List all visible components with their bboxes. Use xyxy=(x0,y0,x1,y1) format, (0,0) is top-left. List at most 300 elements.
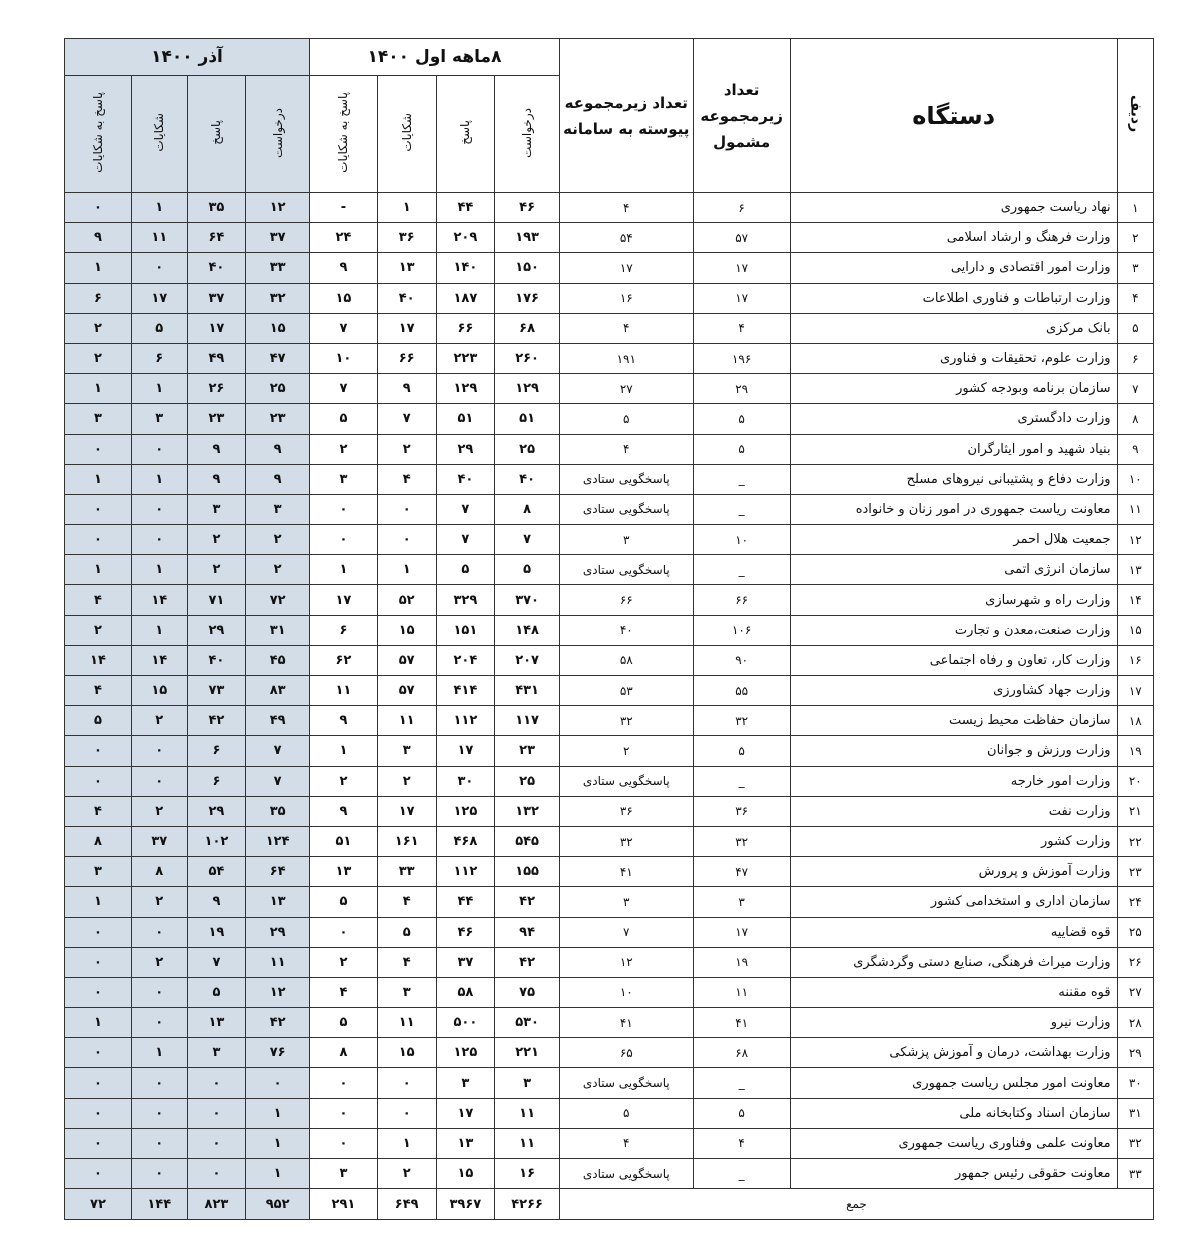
table-row xyxy=(65,1159,1154,1189)
eight-months-request: ۲۲۱ xyxy=(495,1038,560,1068)
eight-months-request: ۱۳۲ xyxy=(495,796,560,826)
eight-months-response: ۱۵۱ xyxy=(436,615,495,645)
connected-count: ۵ xyxy=(559,404,693,434)
azar-request: ۱۵ xyxy=(246,313,310,343)
eight-months-complaint-responses: ۵۱ xyxy=(310,826,378,856)
device-name: معاونت علمی وفناوری ریاست جمهوری xyxy=(790,1128,1117,1158)
azar-complaints: ۰ xyxy=(131,1128,187,1158)
azar-request: ۱۲ xyxy=(246,977,310,1007)
sub-count: ۲۹ xyxy=(693,374,790,404)
row-number: ۱ xyxy=(1117,193,1153,223)
azar-complaint-responses: ۰ xyxy=(65,1128,132,1158)
device-name: وزارت امور اقتصادی و دارایی xyxy=(790,253,1117,283)
azar-complaint-responses: ۳ xyxy=(65,404,132,434)
eight-months-request: ۱۲۹ xyxy=(495,374,560,404)
azar-complaint-responses: ۱ xyxy=(65,1008,132,1038)
azar-request: ۷۲ xyxy=(246,585,310,615)
eight-months-complaints: ۰ xyxy=(377,1068,436,1098)
eight-months-request: ۱۵۵ xyxy=(495,857,560,887)
eight-months-response: ۱۸۷ xyxy=(436,283,495,313)
row-number: ۱۸ xyxy=(1117,706,1153,736)
azar-complaints: ۱ xyxy=(131,555,187,585)
total-eight-months-complaints: ۶۴۹ xyxy=(377,1189,436,1220)
azar-request: ۳ xyxy=(246,494,310,524)
eight-months-complaint-responses: ۲ xyxy=(310,947,378,977)
eight-months-complaints: ۹ xyxy=(377,374,436,404)
azar-complaints: ۰ xyxy=(131,434,187,464)
azar-complaint-responses: ۰ xyxy=(65,193,132,223)
connected-count: ۳۶ xyxy=(559,796,693,826)
azar-request: ۳۳ xyxy=(246,253,310,283)
connected-count: ۵۳ xyxy=(559,676,693,706)
azar-response: ۷۱ xyxy=(187,585,246,615)
azar-complaints: ۰ xyxy=(131,525,187,555)
eight-months-response: ۳۲۹ xyxy=(436,585,495,615)
table-row xyxy=(65,887,1154,917)
sub-count: ۴۱ xyxy=(693,1008,790,1038)
eight-months-request: ۳۷۰ xyxy=(495,585,560,615)
sub-count: ۴ xyxy=(693,1128,790,1158)
eight-months-complaint-responses: ۴ xyxy=(310,977,378,1007)
eight-months-complaint-responses: ۰ xyxy=(310,1068,378,1098)
azar-request: ۷ xyxy=(246,766,310,796)
azar-complaints: ۱۴ xyxy=(131,645,187,675)
azar-complaints: ۰ xyxy=(131,977,187,1007)
azar-request: ۳۵ xyxy=(246,796,310,826)
azar-response: ۵۴ xyxy=(187,857,246,887)
eight-months-response: ۷ xyxy=(436,525,495,555)
header-connected: تعداد زیرمجموعه پیوسته به سامانه xyxy=(559,39,693,193)
sub-count: ۶۶ xyxy=(693,585,790,615)
azar-response: ۲۹ xyxy=(187,615,246,645)
connected-count: ۴ xyxy=(559,193,693,223)
azar-complaint-responses: ۱ xyxy=(65,555,132,585)
azar-response: ۴۰ xyxy=(187,253,246,283)
row-number: ۱۴ xyxy=(1117,585,1153,615)
sub-count: ۶ xyxy=(693,193,790,223)
eight-months-response: ۱۱۲ xyxy=(436,857,495,887)
eight-months-complaints: ۵۷ xyxy=(377,645,436,675)
sub-count: ۱۰۶ xyxy=(693,615,790,645)
azar-response: ۲ xyxy=(187,525,246,555)
azar-request: ۲۳ xyxy=(246,404,310,434)
eight-months-request: ۱۶ xyxy=(495,1159,560,1189)
header-label: شکایات xyxy=(152,113,167,152)
eight-months-response: ۴۶ xyxy=(436,917,495,947)
row-number: ۴ xyxy=(1117,283,1153,313)
table-row xyxy=(65,826,1154,856)
eight-months-complaints: ۱۶۱ xyxy=(377,826,436,856)
azar-complaints: ۱۵ xyxy=(131,676,187,706)
azar-request: ۳۱ xyxy=(246,615,310,645)
azar-complaint-responses: ۱ xyxy=(65,253,132,283)
azar-request: ۴۷ xyxy=(246,343,310,373)
header-period-8-months: ۸ماهه اول ۱۴۰۰ xyxy=(310,39,560,76)
eight-months-response: ۱۱۲ xyxy=(436,706,495,736)
device-name: سازمان انرژی اتمی xyxy=(790,555,1117,585)
azar-complaint-responses: ۰ xyxy=(65,766,132,796)
eight-months-response: ۱۲۵ xyxy=(436,796,495,826)
sub-count: ۶۸ xyxy=(693,1038,790,1068)
azar-response: ۵ xyxy=(187,977,246,1007)
eight-months-request: ۱۱ xyxy=(495,1098,560,1128)
total-azar-complaint-responses: ۷۲ xyxy=(65,1189,132,1220)
table-row xyxy=(65,404,1154,434)
azar-response: ۲۶ xyxy=(187,374,246,404)
header-period-azar: آذر ۱۴۰۰ xyxy=(65,39,310,76)
azar-complaint-responses: ۰ xyxy=(65,1098,132,1128)
header-label: پاسخ xyxy=(458,120,473,145)
row-number: ۲۴ xyxy=(1117,887,1153,917)
eight-months-response: ۱۲۹ xyxy=(436,374,495,404)
eight-months-complaint-responses: ۰ xyxy=(310,525,378,555)
eight-months-request: ۵ xyxy=(495,555,560,585)
device-name: وزارت کشور xyxy=(790,826,1117,856)
eight-months-complaint-responses: ۹ xyxy=(310,706,378,736)
azar-request: ۱۱ xyxy=(246,947,310,977)
azar-response: ۶ xyxy=(187,766,246,796)
connected-count: ۳ xyxy=(559,887,693,917)
device-name: وزارت نفت xyxy=(790,796,1117,826)
azar-complaints: ۲ xyxy=(131,706,187,736)
eight-months-complaint-responses: ۹ xyxy=(310,796,378,826)
connected-count: ۷ xyxy=(559,917,693,947)
row-number: ۱۰ xyxy=(1117,464,1153,494)
eight-months-request: ۴۲ xyxy=(495,947,560,977)
sub-count: ۵ xyxy=(693,434,790,464)
device-name: وزارت صنعت،معدن و تجارت xyxy=(790,615,1117,645)
row-number: ۲۸ xyxy=(1117,1008,1153,1038)
eight-months-complaint-responses: ۰ xyxy=(310,1128,378,1158)
header-eight-months-complaints xyxy=(377,76,436,193)
table-row xyxy=(65,1008,1154,1038)
azar-complaints: ۱۷ xyxy=(131,283,187,313)
table-row xyxy=(65,343,1154,373)
azar-request: ۹ xyxy=(246,464,310,494)
azar-complaint-responses: ۳ xyxy=(65,857,132,887)
header-label: درخواست xyxy=(270,107,285,158)
azar-complaints: ۰ xyxy=(131,766,187,796)
table-row xyxy=(65,193,1154,223)
row-number: ۲۶ xyxy=(1117,947,1153,977)
row-number: ۲۵ xyxy=(1117,917,1153,947)
eight-months-complaint-responses: ۱۵ xyxy=(310,283,378,313)
eight-months-complaint-responses: ۳ xyxy=(310,464,378,494)
row-number: ۱۲ xyxy=(1117,525,1153,555)
azar-complaints: ۶ xyxy=(131,343,187,373)
azar-response: ۷۳ xyxy=(187,676,246,706)
header-label: پاسخ به شکایات xyxy=(336,92,351,173)
eight-months-complaint-responses: ۲ xyxy=(310,434,378,464)
azar-complaints: ۰ xyxy=(131,1159,187,1189)
azar-response: ۳ xyxy=(187,1038,246,1068)
header-radif: ردیف xyxy=(1117,39,1153,193)
sub-count: ۳ xyxy=(693,887,790,917)
connected-count: ۱۷ xyxy=(559,253,693,283)
table-row xyxy=(65,947,1154,977)
sub-count: ۱۰ xyxy=(693,525,790,555)
eight-months-response: ۴۰ xyxy=(436,464,495,494)
eight-months-complaints: ۴ xyxy=(377,947,436,977)
eight-months-request: ۲۶۰ xyxy=(495,343,560,373)
azar-response: ۹ xyxy=(187,464,246,494)
device-name: وزارت ورزش و جوانان xyxy=(790,736,1117,766)
azar-response: ۲۳ xyxy=(187,404,246,434)
azar-complaint-responses: ۱ xyxy=(65,374,132,404)
table-row xyxy=(65,585,1154,615)
total-azar-response: ۸۲۳ xyxy=(187,1189,246,1220)
azar-response: ۶۴ xyxy=(187,223,246,253)
table-row xyxy=(65,464,1154,494)
row-number: ۲۲ xyxy=(1117,826,1153,856)
eight-months-request: ۱۱۷ xyxy=(495,706,560,736)
connected-count: ۵۴ xyxy=(559,223,693,253)
eight-months-complaints: ۵۷ xyxy=(377,676,436,706)
sub-count: _ xyxy=(693,1159,790,1189)
sub-count: _ xyxy=(693,464,790,494)
total-row xyxy=(65,1189,1154,1220)
azar-complaints: ۲ xyxy=(131,887,187,917)
table-row xyxy=(65,1038,1154,1068)
eight-months-request: ۶۸ xyxy=(495,313,560,343)
eight-months-response: ۷ xyxy=(436,494,495,524)
azar-request: ۴۹ xyxy=(246,706,310,736)
eight-months-request: ۴۲ xyxy=(495,887,560,917)
sub-count: _ xyxy=(693,555,790,585)
azar-complaints: ۱۱ xyxy=(131,223,187,253)
connected-count: پاسخگویی ستادی xyxy=(559,555,693,585)
azar-complaint-responses: ۲ xyxy=(65,313,132,343)
azar-complaint-responses: ۶ xyxy=(65,283,132,313)
table-row xyxy=(65,676,1154,706)
header-azar-complaint-responses xyxy=(65,76,132,193)
device-name: وزارت کار، تعاون و رفاه اجتماعی xyxy=(790,645,1117,675)
row-number: ۳۰ xyxy=(1117,1068,1153,1098)
row-number: ۸ xyxy=(1117,404,1153,434)
azar-complaints: ۲ xyxy=(131,947,187,977)
eight-months-complaint-responses: ۰ xyxy=(310,917,378,947)
azar-complaints: ۱۴ xyxy=(131,585,187,615)
device-name: وزارت امور خارجه xyxy=(790,766,1117,796)
device-name: جمعیت هلال احمر xyxy=(790,525,1117,555)
connected-count: ۳۲ xyxy=(559,826,693,856)
header-label: پاسخ به شکایات xyxy=(90,92,105,173)
eight-months-request: ۸ xyxy=(495,494,560,524)
connected-count: ۲ xyxy=(559,736,693,766)
table-row xyxy=(65,223,1154,253)
table-row xyxy=(65,494,1154,524)
table-row xyxy=(65,766,1154,796)
azar-response: ۰ xyxy=(187,1128,246,1158)
table-row xyxy=(65,1098,1154,1128)
azar-response: ۳۵ xyxy=(187,193,246,223)
connected-count: ۴ xyxy=(559,313,693,343)
table-row xyxy=(65,917,1154,947)
eight-months-complaint-responses: ۲ xyxy=(310,766,378,796)
eight-months-complaints: ۳۳ xyxy=(377,857,436,887)
connected-count: ۱۶ xyxy=(559,283,693,313)
table-row xyxy=(65,706,1154,736)
eight-months-complaints: ۰ xyxy=(377,525,436,555)
azar-response: ۱۰۲ xyxy=(187,826,246,856)
eight-months-complaint-responses: ۱ xyxy=(310,736,378,766)
eight-months-complaints: ۱۱ xyxy=(377,1008,436,1038)
device-name: وزارت ارتباطات و فناوری اطلاعات xyxy=(790,283,1117,313)
azar-request: ۶۴ xyxy=(246,857,310,887)
sub-count: ۹۰ xyxy=(693,645,790,675)
azar-complaints: ۳۷ xyxy=(131,826,187,856)
azar-complaint-responses: ۰ xyxy=(65,947,132,977)
azar-complaints: ۰ xyxy=(131,1068,187,1098)
device-name: سازمان اداری و استخدامی کشور xyxy=(790,887,1117,917)
header-sub-count: تعداد زیرمجموعه مشمول xyxy=(693,39,790,193)
eight-months-response: ۲۰۴ xyxy=(436,645,495,675)
sub-count: _ xyxy=(693,766,790,796)
device-name: بانک مرکزی xyxy=(790,313,1117,343)
eight-months-complaints: ۵ xyxy=(377,917,436,947)
eight-months-request: ۷۵ xyxy=(495,977,560,1007)
connected-count: ۲۷ xyxy=(559,374,693,404)
azar-request: ۷۶ xyxy=(246,1038,310,1068)
azar-request: ۳۷ xyxy=(246,223,310,253)
row-number: ۳۱ xyxy=(1117,1098,1153,1128)
device-name: وزارت میراث فرهنگی، صنایع دستی وگردشگری xyxy=(790,947,1117,977)
device-name: وزارت بهداشت، درمان و آموزش پزشکی xyxy=(790,1038,1117,1068)
eight-months-request: ۲۰۷ xyxy=(495,645,560,675)
eight-months-complaints: ۱۳ xyxy=(377,253,436,283)
connected-count: ۵۸ xyxy=(559,645,693,675)
eight-months-complaint-responses: ۷ xyxy=(310,313,378,343)
header-eight-months-response xyxy=(436,76,495,193)
azar-complaint-responses: ۰ xyxy=(65,917,132,947)
table-row xyxy=(65,615,1154,645)
device-name: وزارت فرهنگ و ارشاد اسلامی xyxy=(790,223,1117,253)
table-row xyxy=(65,977,1154,1007)
azar-complaint-responses: ۰ xyxy=(65,494,132,524)
header-azar-request xyxy=(246,76,310,193)
table-row xyxy=(65,736,1154,766)
eight-months-complaint-responses: ۶۲ xyxy=(310,645,378,675)
azar-request: ۱۲ xyxy=(246,193,310,223)
azar-complaints: ۰ xyxy=(131,1008,187,1038)
header-azar-response xyxy=(187,76,246,193)
azar-complaints: ۵ xyxy=(131,313,187,343)
azar-response: ۳ xyxy=(187,494,246,524)
azar-complaints: ۸ xyxy=(131,857,187,887)
eight-months-complaint-responses: ۸ xyxy=(310,1038,378,1068)
eight-months-request: ۴۶ xyxy=(495,193,560,223)
azar-response: ۱۷ xyxy=(187,313,246,343)
connected-count: پاسخگویی ستادی xyxy=(559,1068,693,1098)
azar-complaint-responses: ۱ xyxy=(65,464,132,494)
eight-months-complaints: ۳۶ xyxy=(377,223,436,253)
eight-months-complaint-responses: ۲۴ xyxy=(310,223,378,253)
connected-count: ۵ xyxy=(559,1098,693,1128)
total-eight-months-response: ۳۹۶۷ xyxy=(436,1189,495,1220)
eight-months-request: ۴۰ xyxy=(495,464,560,494)
eight-months-response: ۲۰۹ xyxy=(436,223,495,253)
table-row xyxy=(65,796,1154,826)
device-name: وزارت نیرو xyxy=(790,1008,1117,1038)
azar-request: ۱۳ xyxy=(246,887,310,917)
eight-months-request: ۹۴ xyxy=(495,917,560,947)
eight-months-complaints: ۲ xyxy=(377,766,436,796)
azar-complaint-responses: ۰ xyxy=(65,434,132,464)
eight-months-response: ۳۰ xyxy=(436,766,495,796)
row-number: ۲۱ xyxy=(1117,796,1153,826)
connected-count: ۳ xyxy=(559,525,693,555)
row-number: ۲۷ xyxy=(1117,977,1153,1007)
azar-complaints: ۰ xyxy=(131,494,187,524)
azar-complaint-responses: ۱۴ xyxy=(65,645,132,675)
azar-complaint-responses: ۴ xyxy=(65,796,132,826)
connected-count: ۴۱ xyxy=(559,857,693,887)
eight-months-response: ۱۵ xyxy=(436,1159,495,1189)
sub-count: ۵۵ xyxy=(693,676,790,706)
eight-months-complaint-responses: ۱۰ xyxy=(310,343,378,373)
sub-count: ۱۹۶ xyxy=(693,343,790,373)
azar-request: ۱ xyxy=(246,1128,310,1158)
eight-months-response: ۶۶ xyxy=(436,313,495,343)
eight-months-request: ۴۳۱ xyxy=(495,676,560,706)
eight-months-complaints: ۵۲ xyxy=(377,585,436,615)
row-number: ۳۲ xyxy=(1117,1128,1153,1158)
total-eight-months-request: ۴۲۶۶ xyxy=(495,1189,560,1220)
azar-request: ۲۵ xyxy=(246,374,310,404)
eight-months-response: ۳۷ xyxy=(436,947,495,977)
connected-count: ۴ xyxy=(559,434,693,464)
sub-count: ۴۷ xyxy=(693,857,790,887)
sub-count: _ xyxy=(693,1068,790,1098)
sub-count: ۱۷ xyxy=(693,917,790,947)
total-azar-request: ۹۵۲ xyxy=(246,1189,310,1220)
row-number: ۳۳ xyxy=(1117,1159,1153,1189)
azar-complaint-responses: ۵ xyxy=(65,706,132,736)
eight-months-response: ۴۴ xyxy=(436,887,495,917)
eight-months-complaint-responses: ۱ xyxy=(310,555,378,585)
device-name: معاونت حقوقی رئیس جمهور xyxy=(790,1159,1117,1189)
azar-request: ۱ xyxy=(246,1159,310,1189)
eight-months-complaints: ۰ xyxy=(377,1098,436,1128)
header-label: شکایات xyxy=(399,113,414,152)
azar-response: ۲۹ xyxy=(187,796,246,826)
azar-complaints: ۰ xyxy=(131,1098,187,1128)
azar-response: ۱۳ xyxy=(187,1008,246,1038)
eight-months-response: ۱۷ xyxy=(436,1098,495,1128)
azar-response: ۴۹ xyxy=(187,343,246,373)
eight-months-complaint-responses: ۳ xyxy=(310,1159,378,1189)
eight-months-complaints: ۳ xyxy=(377,736,436,766)
eight-months-complaints: ۴ xyxy=(377,887,436,917)
azar-response: ۰ xyxy=(187,1068,246,1098)
eight-months-response: ۵ xyxy=(436,555,495,585)
azar-request: ۴۵ xyxy=(246,645,310,675)
azar-request: ۱۲۴ xyxy=(246,826,310,856)
eight-months-request: ۲۳ xyxy=(495,736,560,766)
header-azar-complaints xyxy=(131,76,187,193)
total-eight-months-complaint-responses: ۲۹۱ xyxy=(310,1189,378,1220)
eight-months-complaints: ۱ xyxy=(377,193,436,223)
device-name: وزارت دفاع و پشتیبانی نیروهای مسلح xyxy=(790,464,1117,494)
eight-months-request: ۱۹۳ xyxy=(495,223,560,253)
row-number: ۲ xyxy=(1117,223,1153,253)
azar-request: ۸۳ xyxy=(246,676,310,706)
azar-complaints: ۰ xyxy=(131,917,187,947)
eight-months-complaint-responses: ۵ xyxy=(310,404,378,434)
device-name: معاونت امور مجلس ریاست جمهوری xyxy=(790,1068,1117,1098)
sub-count: ۵ xyxy=(693,404,790,434)
sub-count: _ xyxy=(693,494,790,524)
